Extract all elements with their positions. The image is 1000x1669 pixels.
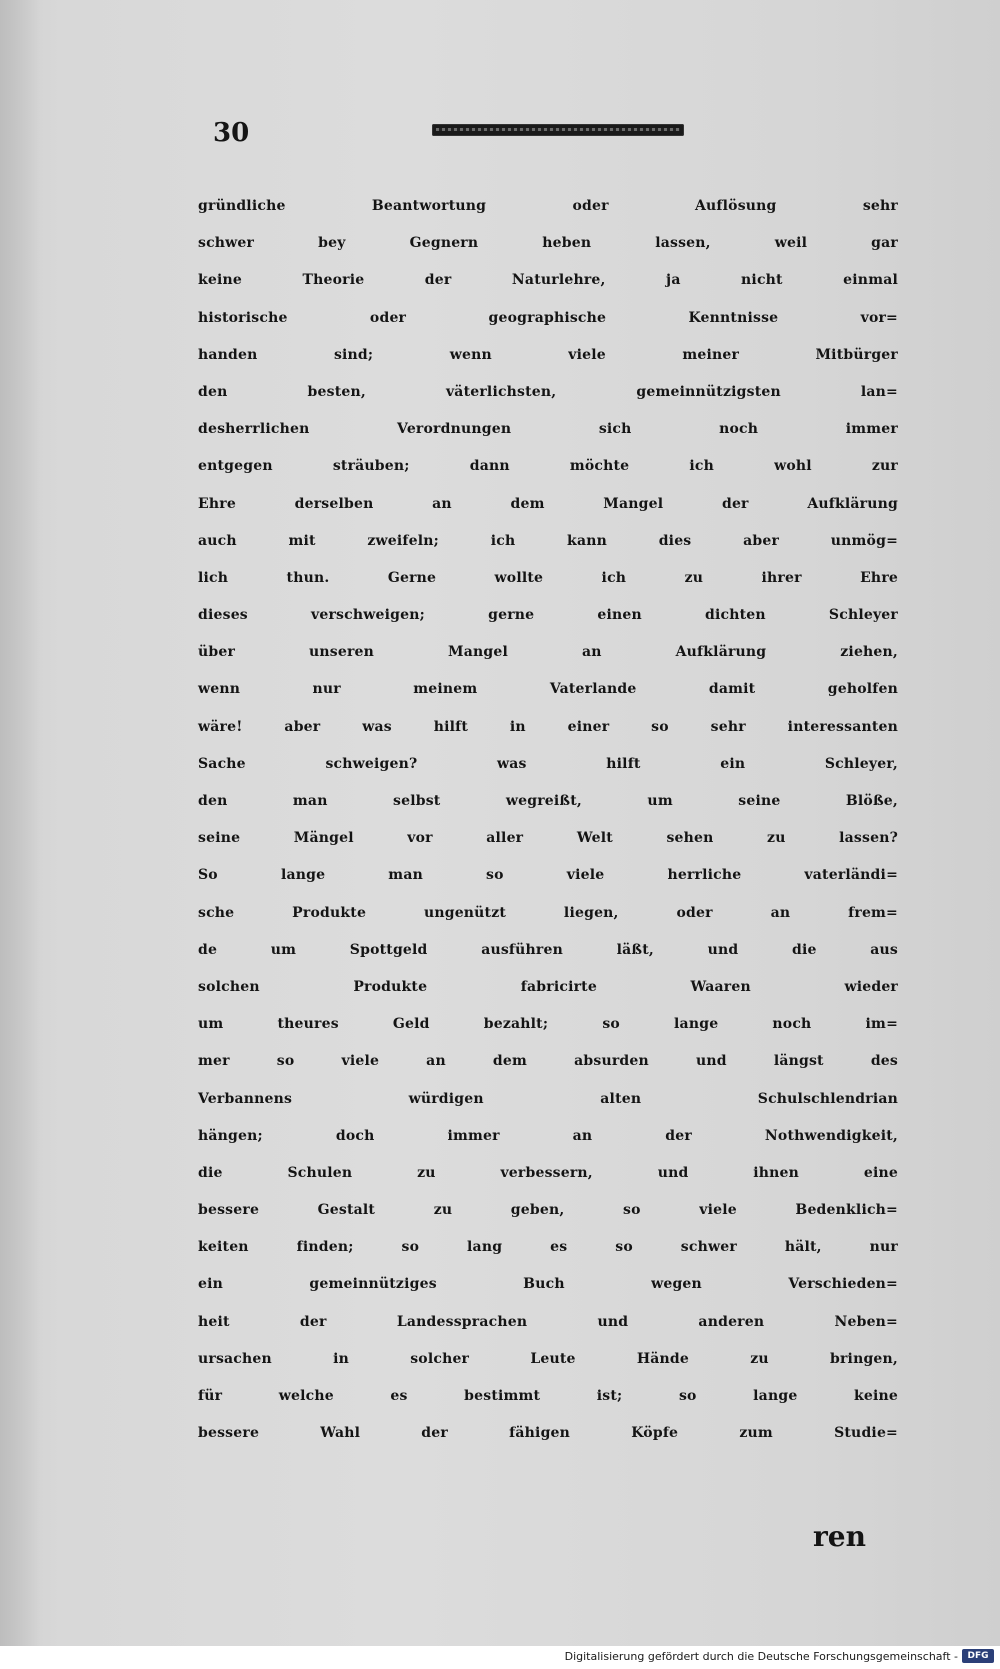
- text-line: den besten, väterlichsten, gemeinnützigsten lan=: [198, 383, 898, 400]
- text-line: solchen Produkte fabricirte Waaren wieder: [198, 978, 898, 995]
- text-line: entgegen sträuben; dann möchte ich wohl zur: [198, 458, 898, 475]
- text-line: sche Produkte ungenützt liegen, oder an frem=: [198, 904, 898, 921]
- text-line: lich thun. Gerne wollte ich zu ihrer Ehre: [198, 569, 898, 586]
- text-line: heit der Landessprachen und anderen Neben=: [198, 1313, 898, 1330]
- catchword: ren: [813, 1520, 866, 1553]
- header-ornament-rule: [432, 124, 684, 136]
- text-line: de um Spottgeld ausführen läßt, und die aus: [198, 941, 898, 958]
- page-number: 30: [213, 118, 250, 148]
- text-line: handen sind; wenn viele meiner Mitbürger: [198, 346, 898, 363]
- text-line: Verbannens würdigen alten Schulschlendrian: [198, 1090, 898, 1107]
- text-line: keine Theorie der Naturlehre, ja nicht einmal: [198, 272, 898, 289]
- text-line: gründliche Beantwortung oder Auflösung sehr: [198, 198, 898, 214]
- text-line: um theures Geld bezahlt; so lange noch im=: [198, 1016, 898, 1033]
- text-line: wenn nur meinem Vaterlande damit geholfen: [198, 681, 898, 698]
- text-line: ein gemeinnütziges Buch wegen Verschieden=: [198, 1276, 898, 1293]
- text-line: über unseren Mangel an Aufklärung ziehen,: [198, 644, 898, 661]
- text-line: seine Mängel vor aller Welt sehen zu lassen?: [198, 830, 898, 847]
- text-line: die Schulen zu verbessern, und ihnen eine: [198, 1164, 898, 1181]
- text-line: bessere Wahl der fähigen Köpfe zum Studie=: [198, 1425, 898, 1442]
- text-line: So lange man so viele herrliche vaterländi=: [198, 867, 898, 884]
- text-line: Sache schweigen? was hilft ein Schleyer,: [198, 755, 898, 772]
- text-line: mer so viele an dem absurden und längst des: [198, 1053, 898, 1070]
- text-line: den man selbst wegreißt, um seine Blöße,: [198, 793, 898, 809]
- text-line: dieses verschweigen; gerne einen dichten Schleyer: [198, 607, 898, 624]
- text-line: wäre! aber was hilft in einer so sehr interessanten: [198, 718, 898, 735]
- dfg-logo: DFG: [962, 1649, 994, 1663]
- text-line: auch mit zweifeln; ich kann dies aber unmög=: [198, 532, 898, 549]
- text-line: hängen; doch immer an der Nothwendigkeit,: [198, 1127, 898, 1144]
- footer-credit: Digitalisierung gefördert durch die Deutsche Forschungsgemeinschaft -: [564, 1650, 958, 1663]
- body-text: [198, 188, 898, 1452]
- text-line: desherrlichen Verordnungen sich noch immer: [198, 421, 898, 438]
- text-line: bessere Gestalt zu geben, so viele Bedenklich=: [198, 1202, 898, 1219]
- text-line: historische oder geographische Kenntnisse vor=: [198, 309, 898, 326]
- text-line: keiten finden; so lang es so schwer hält, nur: [198, 1239, 898, 1256]
- text-line: ursachen in solcher Leute Hände zu bringen,: [198, 1350, 898, 1367]
- text-line: schwer bey Gegnern heben lassen, weil gar: [198, 235, 898, 252]
- text-line: Ehre derselben an dem Mangel der Aufklärung: [198, 495, 898, 512]
- text-line: für welche es bestimmt ist; so lange keine: [198, 1388, 898, 1404]
